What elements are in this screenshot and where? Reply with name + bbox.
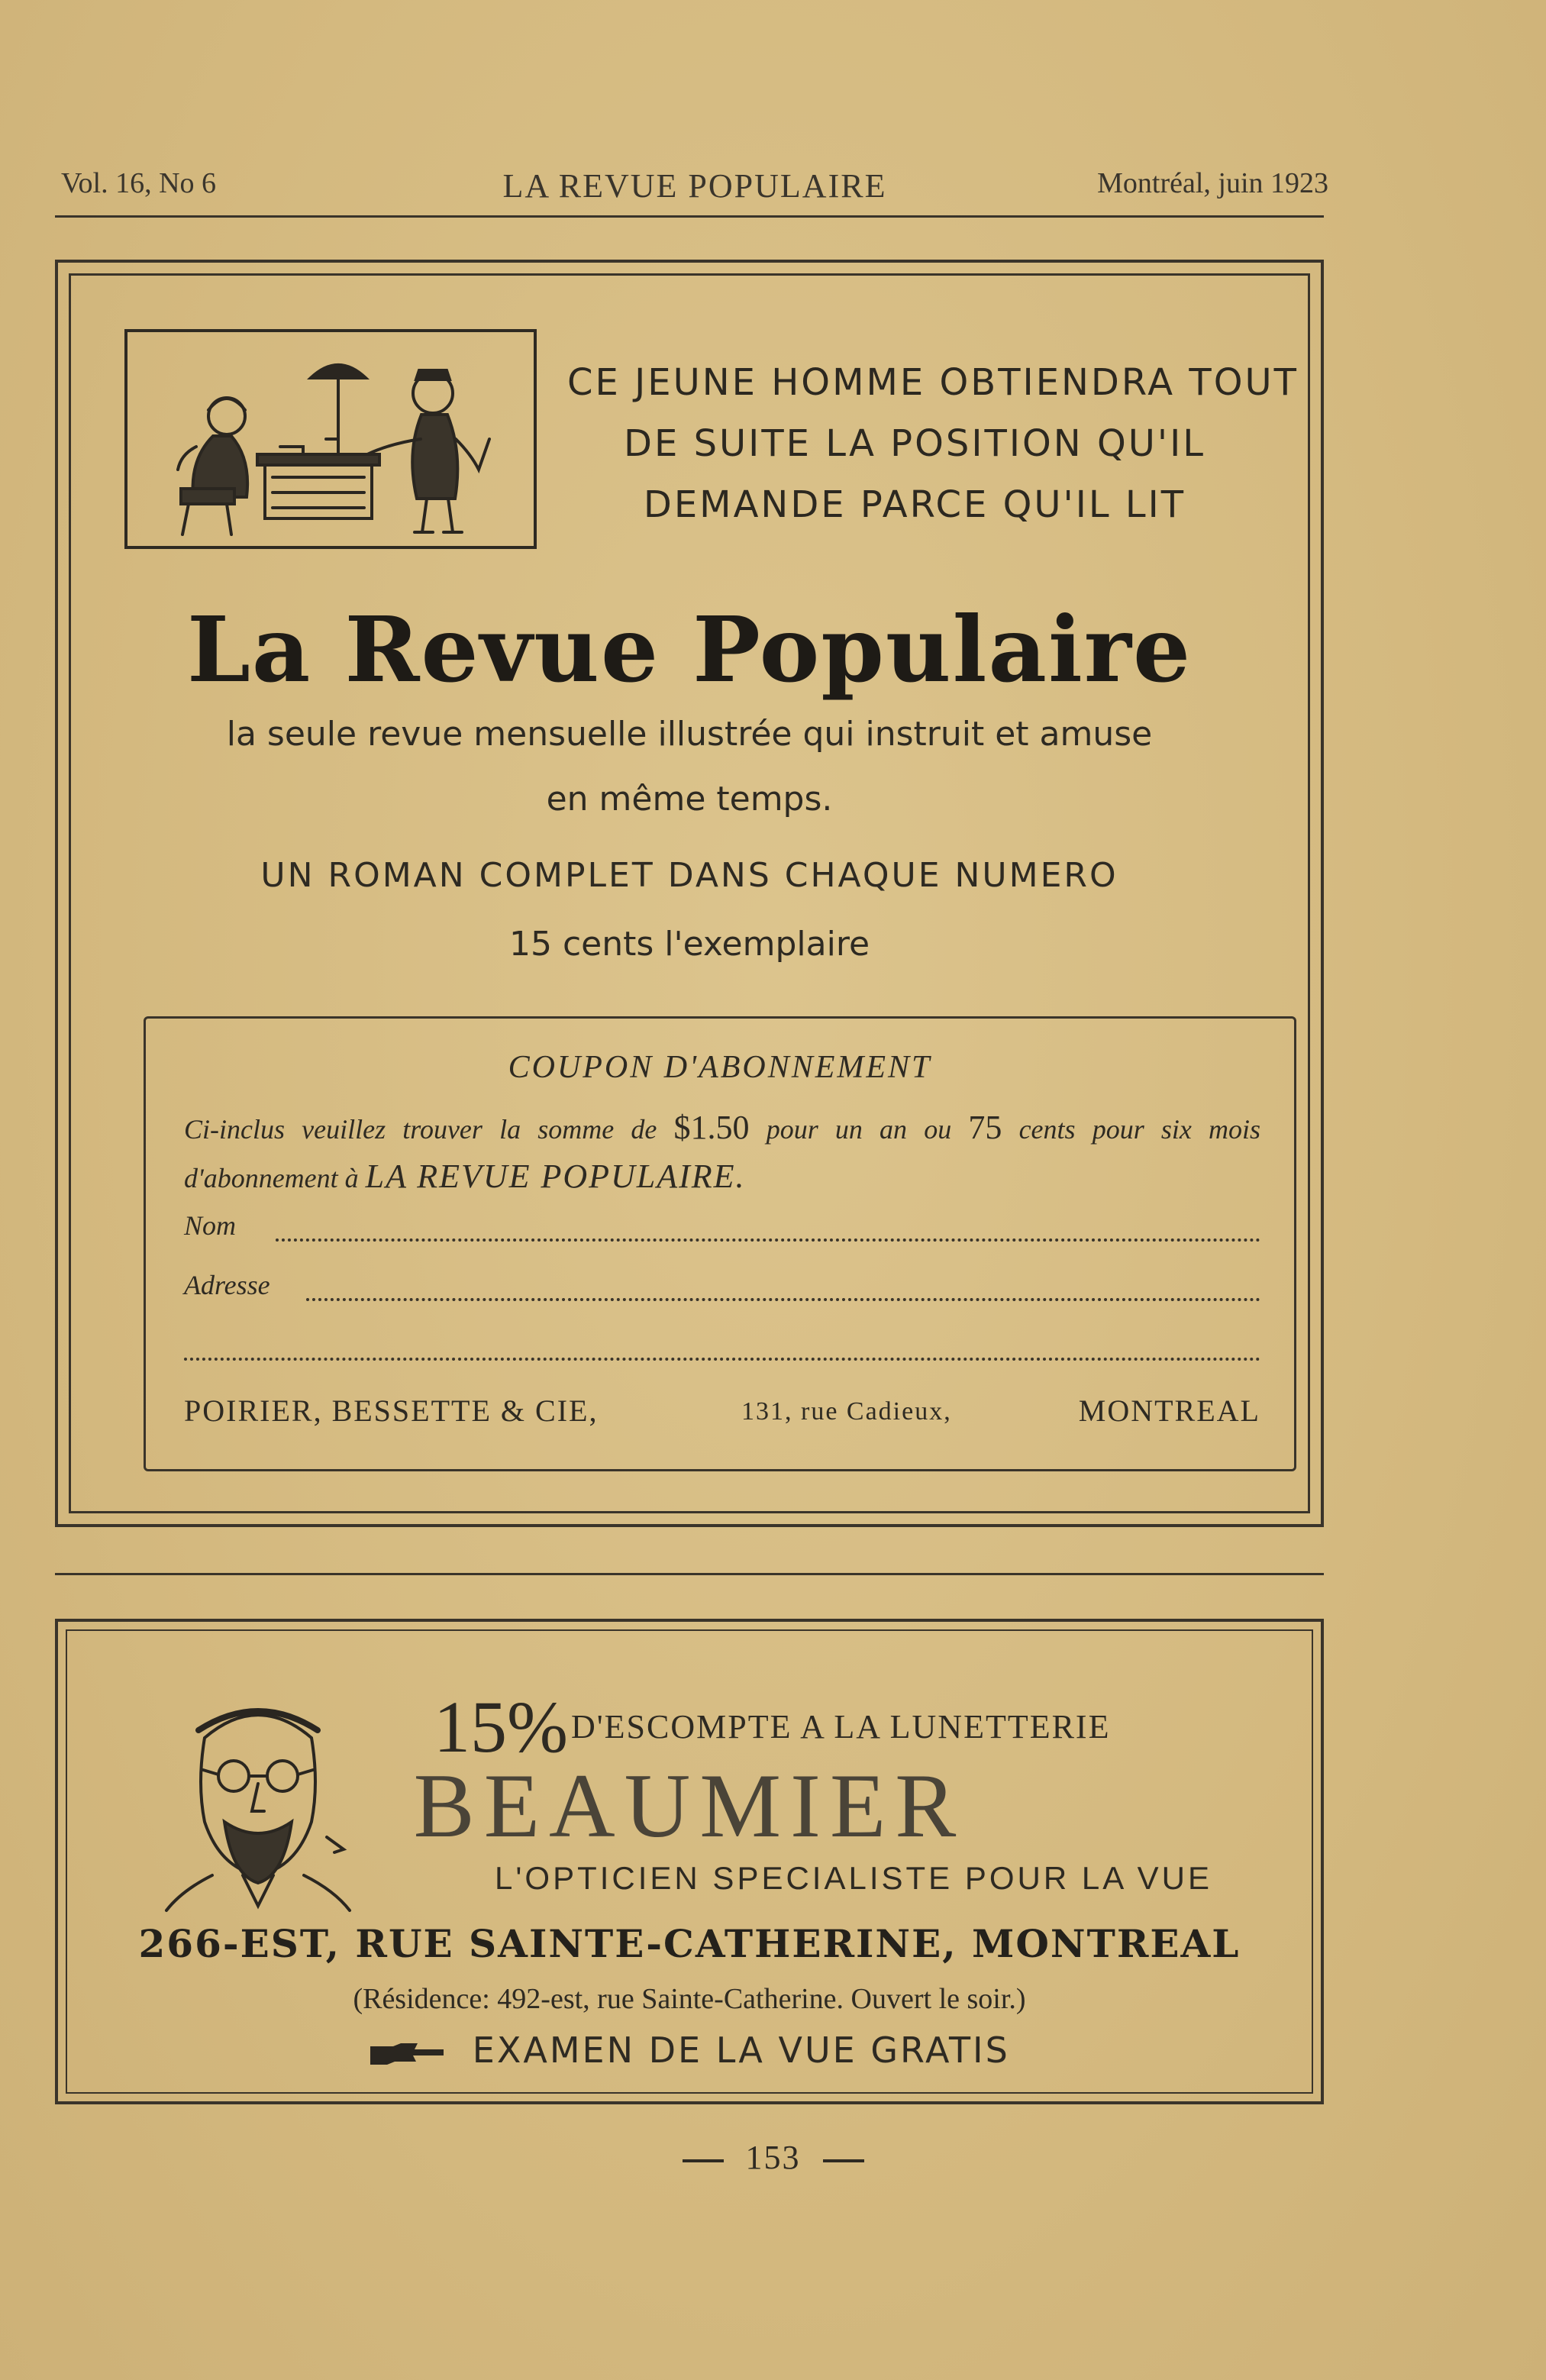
- coupon-text-part: Ci-inclus veuillez trouver la somme de: [184, 1114, 657, 1145]
- exam-text: EXAMEN DE LA VUE GRATIS: [472, 2030, 1010, 2071]
- tagline-line-2: en même temps.: [546, 780, 833, 819]
- subscription-coupon: [144, 1016, 1296, 1471]
- issue-price: 15 cents l'exemplaire: [508, 925, 870, 964]
- coupon-address-field[interactable]: [184, 1269, 1260, 1307]
- page-number-text: 153: [745, 2139, 801, 2176]
- coupon-text: [184, 1104, 1260, 1202]
- beaumier-advertisement: [55, 1619, 1324, 2104]
- name-label: Nom: [184, 1210, 237, 1241]
- beaumier-ad-inner-frame: [66, 1629, 1313, 2094]
- optician-address: 266-EST, RUE SAINTE-CATHERINE, MONTREAL: [138, 1921, 1241, 1966]
- running-header: [61, 166, 1328, 212]
- address-dotted-line: [306, 1298, 1260, 1301]
- pointing-hand-icon: [369, 2042, 445, 2065]
- revue-masthead: La Revue Populaire: [186, 596, 1193, 702]
- office-scene-illustration-icon: [127, 332, 534, 546]
- publisher-name: POIRIER, BESSETTE & CIE,: [184, 1393, 599, 1428]
- header-rule: [55, 215, 1324, 218]
- headline-line: DEMANDE PARCE QU'IL LIT: [643, 483, 1186, 526]
- discount-text: D'ESCOMPTE A LA LUNETTERIE: [570, 1708, 1111, 1745]
- coupon-text-part: pour un an ou: [766, 1114, 952, 1145]
- dash-left: [683, 2159, 724, 2162]
- name-dotted-line: [276, 1238, 1260, 1242]
- optician-name: BEAUMIER: [413, 1755, 966, 1856]
- optician-specialty: L'OPTICIEN SPECIALISTE POUR LA VUE: [495, 1860, 1212, 1896]
- section-rule: [55, 1573, 1324, 1575]
- publication-title: LA REVUE POPULAIRE: [502, 167, 887, 205]
- publisher-city: MONTREAL: [1078, 1393, 1260, 1428]
- tagline-line-1: la seule revue mensuelle illustrée qui instruit et amuse: [226, 715, 1153, 754]
- revue-headline: [567, 352, 1299, 535]
- coupon-title: COUPON D'ABONNEMENT: [508, 1050, 932, 1085]
- optician-residence: (Résidence: 492-est, rue Sainte-Catherine. Ouvert le soir.): [353, 1983, 1026, 2015]
- office-scene-illustration: [124, 329, 537, 549]
- volume-number: Vol. 16, No 6: [61, 167, 217, 199]
- page-number: [0, 2138, 1546, 2177]
- headline-line: CE JEUNE HOMME OBTIENDRA TOUT: [567, 361, 1299, 404]
- coupon-publication: LA REVUE POPULAIRE.: [365, 1158, 746, 1195]
- coupon-extra-line[interactable]: [184, 1329, 1260, 1367]
- coupon-name-field[interactable]: [184, 1209, 1260, 1248]
- roman-announcement: UN ROMAN COMPLET DANS CHAQUE NUMERO: [260, 856, 1118, 895]
- address-label: Adresse: [184, 1270, 270, 1300]
- revue-advertisement: [55, 260, 1324, 1527]
- discount-percent: 15%: [434, 1686, 568, 1768]
- revue-ad-inner-frame: [69, 273, 1310, 1513]
- issue-date: Montréal, juin 1923: [1097, 167, 1328, 199]
- headline-line: DE SUITE LA POSITION QU'IL: [624, 422, 1205, 465]
- coupon-amount-six-months: 75: [968, 1109, 1002, 1146]
- publisher-street: 131, rue Cadieux,: [741, 1397, 952, 1426]
- free-eye-exam: [67, 2030, 1312, 2071]
- coupon-amount-year: $1.50: [673, 1109, 750, 1146]
- publisher-address: [184, 1393, 1260, 1439]
- coupon-text-part: cents pour six mois d'abonnement à: [184, 1114, 1261, 1193]
- dash-right: [823, 2159, 864, 2162]
- extra-dotted-line: [184, 1358, 1260, 1361]
